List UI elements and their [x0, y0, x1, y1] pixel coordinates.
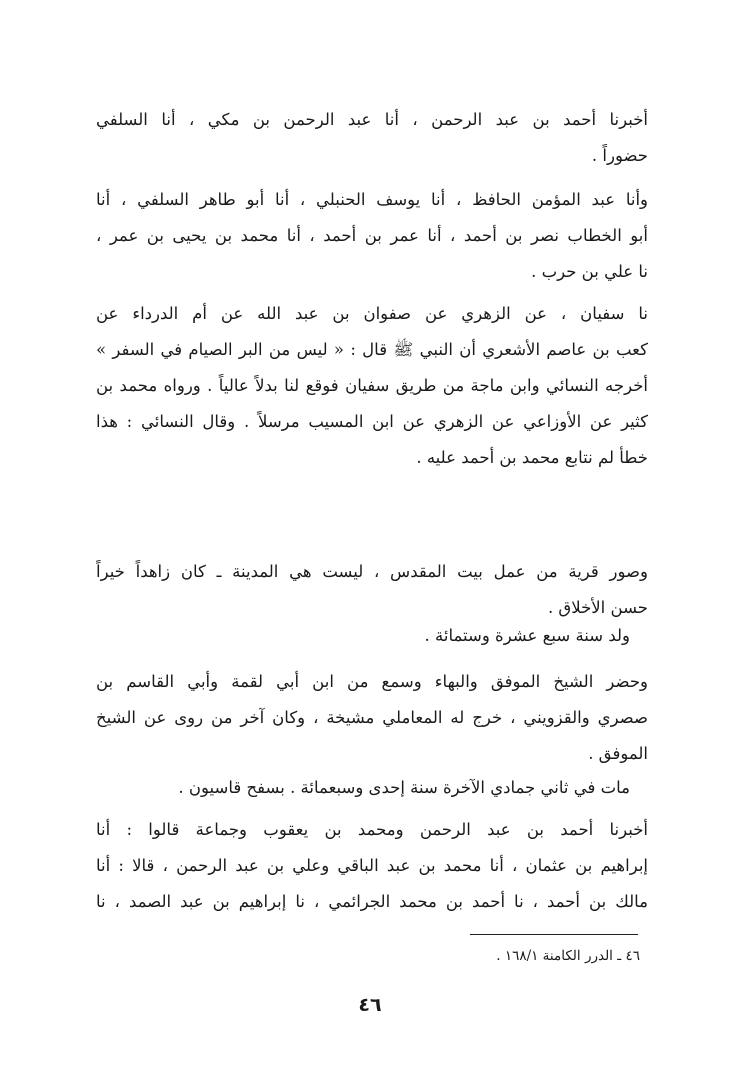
paragraph-1 [96, 102, 648, 174]
text-line: أخرجه النسائي وابن ماجة من طريق سفيان فوقع لنا بدلاً عالياً . ورواه محمد بن [96, 376, 648, 395]
text-line: مات في ثاني جمادي الآخرة سنة إحدى وسبعمائة . بسفح قاسيون . [178, 778, 630, 797]
text-line: حسن الأخلاق . [547, 598, 648, 617]
paragraph-7 [96, 770, 648, 806]
text-line: أبو الخطاب نصر بن أحمد ، أنا عمر بن أحمد ، أنا محمد بن يحيى بن عمر ، [96, 226, 648, 245]
text-line: خطأ لم نتابع محمد بن أحمد عليه . [416, 448, 648, 467]
text-line: وحضر الشيخ الموفق والبهاء وسمع من ابن أبي لقمة وأبي القاسم بن [96, 672, 648, 691]
text-line: وصور قرية من عمل بيت المقدس ، ليست هي المدينة ـ كان زاهداً خيراً [96, 562, 648, 581]
text-line: ولد سنة سبع عشرة وستمائة . [424, 626, 630, 645]
footnote-divider [470, 934, 638, 935]
biography-heading [96, 470, 648, 550]
text-line: حضوراً . [591, 146, 648, 165]
paragraph-8 [96, 812, 648, 920]
text-line: كعب بن عاصم الأشعري أن النبي ﷺ قال : « ليس من البر الصيام في السفر » [96, 340, 648, 359]
heading-line [96, 470, 648, 510]
text-line: نا سفيان ، عن الزهري عن صفوان بن عبد الله عن أم الدرداء عن [96, 304, 648, 323]
paragraph-5 [96, 618, 648, 654]
text-line: أخبرنا أحمد بن عبد الرحمن ، أنا عبد الرحمن بن مكي ، أنا السلفي [96, 110, 648, 129]
footnote: ٤٦ ـ الدرر الكامنة ١٦٨/١ . [496, 948, 640, 964]
paragraph-2 [96, 182, 648, 290]
text-line: أخبرنا أحمد بن عبد الرحمن ومحمد بن يعقوب وجماعة قالوا : أنا [96, 820, 648, 839]
text-line: كثير عن الأوزاعي عن الزهري عن ابن المسيب مرسلاً . وقال النسائي : هذا [96, 412, 648, 431]
paragraph-6 [96, 664, 648, 772]
paragraph-3 [96, 296, 648, 476]
page-number: ٤٦ [358, 994, 382, 1016]
text-line: إبراهيم بن عثمان ، أنا محمد بن عبد الباقي وعلي بن عبد الرحمن ، قالا : أنا [96, 856, 648, 875]
text-line: وأنا عبد المؤمن الحافظ ، أنا يوسف الحنبلي ، أنا أبو طاهر السلفي ، أنا [96, 190, 648, 209]
text-line: نا علي بن حرب . [531, 262, 648, 281]
text-line: الموفق . [588, 744, 648, 763]
paragraph-4 [96, 554, 648, 626]
text-line: مالك بن أحمد ، نا أحمد بن محمد الجرائمي ، نا إبراهيم بن عبد الصمد ، نا [96, 892, 648, 911]
text-line: صصري والقزويني ، خرج له المعاملي مشيخة ، وكان آخر من روى عن الشيخ [96, 708, 648, 727]
heading-line [96, 510, 648, 550]
